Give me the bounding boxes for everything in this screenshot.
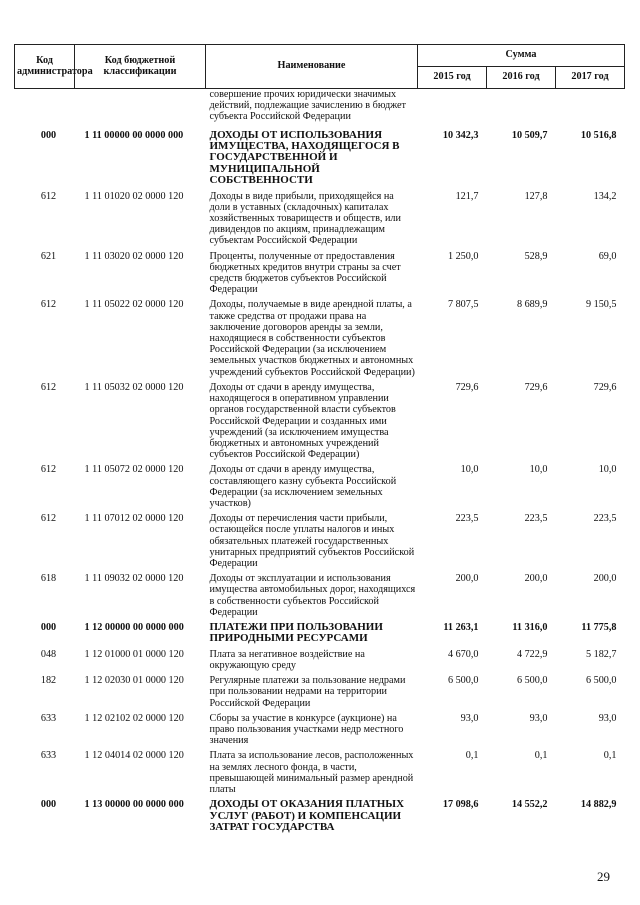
sum-2017-cell: 134,2 — [593, 190, 617, 202]
budget-code-cell: 1 12 02102 02 0000 120 — [84, 712, 184, 724]
budget-code-cell: 1 11 05072 02 0000 120 — [84, 464, 184, 476]
sum-2017-cell: 6 500,0 — [585, 675, 617, 687]
sum-2015-cell: 4 670,0 — [447, 648, 479, 660]
table-body — [15, 89, 625, 838]
table-row — [15, 251, 625, 300]
name-cell: Доходы от перечисления части прибыли, остающейся после уплаты налогов и иных обязательных платежей государственных унитарных предприятий субъектов Российской Федерации — [209, 513, 415, 569]
sum-2016-cell: 729,6 — [524, 381, 548, 393]
sum-2015-cell: 11 263,1 — [443, 621, 479, 633]
admin-code-cell: 612 — [40, 190, 57, 202]
budget-code-cell: 1 13 00000 00 0000 000 — [84, 799, 184, 811]
budget-code-cell: 1 11 07012 02 0000 120 — [84, 513, 184, 525]
sum-2017-cell: 9 150,5 — [585, 299, 617, 311]
admin-code-cell: 612 — [40, 464, 57, 476]
sum-2016-cell: 528,9 — [524, 250, 548, 262]
header-name: Наименование — [206, 45, 418, 89]
sum-2017-cell: 69,0 — [598, 250, 617, 262]
sum-2016-cell: 200,0 — [524, 573, 548, 585]
admin-code-cell: 633 — [40, 750, 57, 762]
sum-2017-cell: 5 182,7 — [585, 648, 617, 660]
table-row — [15, 750, 625, 799]
sum-2017-cell: 10 516,8 — [580, 129, 617, 141]
sum-2016-cell: 223,5 — [524, 513, 548, 525]
name-cell: Доходы, получаемые в виде арендной платы, а также средства от продажи права на заключение договоров аренды за земли, находящиеся в собственности субъектов Российской Федерации (за исключением земельных участков бюджетных и автономных учреждений субъектов Российской Федерации) — [209, 299, 415, 378]
budget-code-cell: 1 11 03020 02 0000 120 — [84, 250, 184, 262]
sum-2017-cell: 14 882,9 — [580, 799, 617, 811]
name-cell: Плата за использование лесов, расположенных на землях лесного фонда, в части, превышающей минимальный размер арендной платы — [209, 750, 414, 795]
admin-code-cell: 000 — [40, 129, 57, 141]
sum-2015-cell: 10 342,3 — [442, 129, 479, 141]
sum-2015-cell: 6 500,0 — [447, 675, 479, 687]
admin-code-cell: 618 — [40, 573, 57, 585]
budget-code-cell: 1 11 01020 02 0000 120 — [84, 190, 184, 202]
name-cell: Доходы от сдачи в аренду имущества, составляющего казну субъекта Российской Федерации (за исключением земельных участков) — [209, 464, 397, 509]
table-row — [15, 675, 625, 713]
budget-code-cell: 1 11 05032 02 0000 120 — [84, 381, 184, 393]
name-cell: Сборы за участие в конкурсе (аукционе) на право пользования участками недр местного значения — [209, 712, 404, 747]
header-year-2017: 2017 год — [556, 67, 625, 89]
table-row — [15, 191, 625, 251]
sum-2015-cell: 0,1 — [465, 750, 479, 762]
name-cell: Доходы от эксплуатации и использования имущества автомобильных дорог, находящихся в собственности субъектов Российской Федерации — [209, 573, 416, 618]
budget-code-cell: 1 11 00000 00 0000 000 — [84, 129, 184, 141]
sum-2016-cell: 6 500,0 — [516, 675, 548, 687]
header-sum: Сумма — [418, 45, 625, 67]
table-header — [15, 45, 625, 89]
sum-2016-cell: 10 509,7 — [511, 129, 548, 141]
sum-2016-cell: 10,0 — [529, 464, 548, 476]
sum-2017-cell: 0,1 — [603, 750, 617, 762]
sum-2015-cell: 200,0 — [455, 573, 479, 585]
budget-code-cell: 1 12 00000 00 0000 000 — [84, 621, 184, 633]
table-row — [15, 464, 625, 513]
sum-2017-cell: 729,6 — [593, 381, 617, 393]
sum-2015-cell: 93,0 — [460, 712, 479, 724]
table-row — [15, 513, 625, 573]
sum-2017-cell: 223,5 — [593, 513, 617, 525]
header-admin-code: Код администратора — [15, 45, 75, 89]
sum-2015-cell: 17 098,6 — [442, 799, 479, 811]
budget-code-cell: 1 12 02030 01 0000 120 — [84, 675, 184, 687]
sum-2016-cell: 4 722,9 — [516, 648, 548, 660]
admin-code-cell: 633 — [40, 712, 57, 724]
header-budget-code: Код бюджетной классификации — [75, 45, 206, 89]
admin-code-cell: 621 — [40, 250, 57, 262]
admin-code-cell: 612 — [40, 299, 57, 311]
table-row — [15, 573, 625, 622]
sum-2016-cell: 11 316,0 — [512, 621, 548, 633]
table-row — [15, 130, 625, 191]
sum-2017-cell: 11 775,8 — [581, 621, 617, 633]
revenue-table — [14, 44, 625, 837]
table-row — [15, 382, 625, 464]
admin-code-cell: 182 — [40, 675, 57, 687]
sum-2015-cell: 729,6 — [455, 381, 479, 393]
table-row — [15, 799, 625, 837]
sum-2016-cell: 8 689,9 — [516, 299, 548, 311]
budget-code-cell: 1 11 09032 02 0000 120 — [84, 573, 184, 585]
sum-2015-cell: 121,7 — [455, 190, 479, 202]
table-row — [15, 622, 625, 649]
sum-2017-cell: 10,0 — [598, 464, 617, 476]
name-cell: Регулярные платежи за пользование недрами при пользовании недрами на территории Российской Федерации — [209, 675, 406, 709]
sum-2015-cell: 10,0 — [460, 464, 479, 476]
page-number: 29 — [597, 869, 610, 884]
admin-code-cell: 048 — [40, 648, 57, 660]
name-cell: Проценты, полученные от предоставления бюджетных кредитов внутри страны за счет средств бюджетов субъектов Российской Федерации — [209, 250, 401, 296]
admin-code-cell: 612 — [40, 381, 57, 393]
sum-2015-cell: 7 807,5 — [447, 299, 479, 311]
header-year-2015: 2015 год — [418, 67, 487, 89]
name-cell: Плата за негативное воздействие на окружающую среду — [209, 648, 365, 671]
table-row — [15, 713, 625, 751]
sum-2017-cell: 93,0 — [598, 712, 617, 724]
name-cell: Доходы от сдачи в аренду имущества, находящегося в оперативном управлении органов государственной власти субъектов Российской Федерации и созданных ими учреждений (за исключением имущества бюджетных и автономных учреждений субъектов Российской Федерации) — [209, 381, 396, 461]
sum-2015-cell: 223,5 — [455, 513, 479, 525]
budget-code-cell: 1 12 04014 02 0000 120 — [84, 750, 184, 762]
name-cell: ДОХОДЫ ОТ ОКАЗАНИЯ ПЛАТНЫХ УСЛУГ (РАБОТ) И КОМПЕНСАЦИИ ЗАТРАТ ГОСУДАРСТВА — [209, 798, 405, 834]
admin-code-cell: 612 — [40, 513, 57, 525]
name-cell: Доходы в виде прибыли, приходящейся на доли в уставных (складочных) капиталах хозяйственных товариществ и обществ, или дивидендов по акциям, принадлежащим субъектам Российской Федерации — [209, 190, 401, 247]
sum-2016-cell: 0,1 — [534, 750, 548, 762]
header-year-2016: 2016 год — [487, 67, 556, 89]
sum-2016-cell: 127,8 — [524, 190, 548, 202]
admin-code-cell: 000 — [40, 799, 57, 811]
budget-code-cell: 1 12 01000 01 0000 120 — [84, 648, 184, 660]
sum-2015-cell: 1 250,0 — [447, 250, 479, 262]
table-row — [15, 649, 625, 675]
sum-2016-cell: 93,0 — [529, 712, 548, 724]
sum-2016-cell: 14 552,2 — [511, 799, 548, 811]
name-cell: ПЛАТЕЖИ ПРИ ПОЛЬЗОВАНИИ ПРИРОДНЫМИ РЕСУРСАМИ — [209, 620, 383, 645]
continuation-row — [15, 89, 625, 130]
budget-code-cell: 1 11 05022 02 0000 120 — [84, 299, 184, 311]
name-cell: ДОХОДЫ ОТ ИСПОЛЬЗОВАНИЯ ИМУЩЕСТВА, НАХОДЯЩЕГОСЯ В ГОСУДАРСТВЕННОЙ И МУНИЦИПАЛЬНОЙ СОБСТВЕННОСТИ — [209, 128, 400, 187]
continuation-text: совершение прочих юридически значимых действий, подлежащие зачислению в бюджет субъекта Российской Федерации — [209, 89, 407, 123]
table-row — [15, 299, 625, 381]
sum-2017-cell: 200,0 — [593, 573, 617, 585]
admin-code-cell: 000 — [40, 621, 57, 633]
